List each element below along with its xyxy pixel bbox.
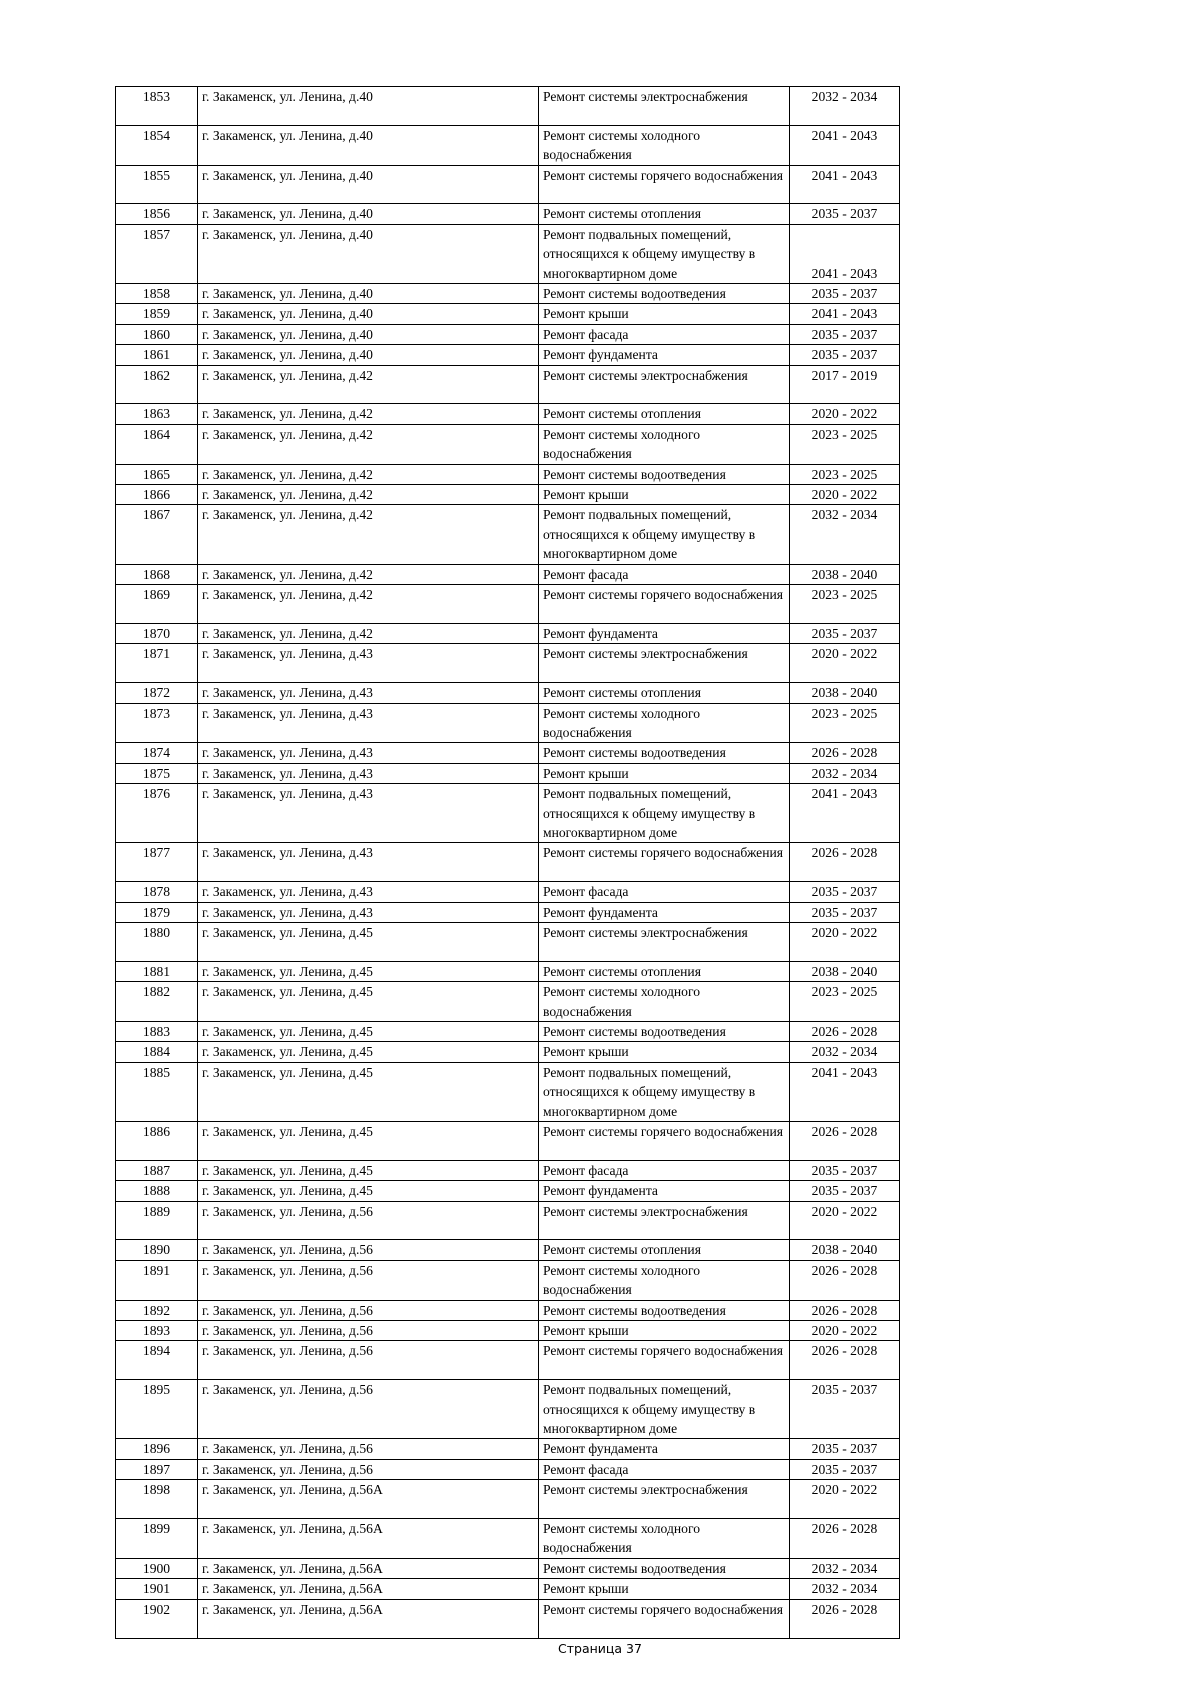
period-cell: 2026 - 2028 <box>790 843 900 882</box>
work-type-cell: Ремонт фундамента <box>539 623 790 643</box>
work-type-cell: Ремонт фасада <box>539 324 790 344</box>
period-cell: 2032 - 2034 <box>790 763 900 783</box>
work-type-cell: Ремонт подвальных помещений, относящихся к общему имуществу в многоквартирном доме <box>539 784 790 843</box>
period-cell: 2032 - 2034 <box>790 1579 900 1599</box>
period-cell: 2026 - 2028 <box>790 1021 900 1041</box>
table-row <box>116 87 900 126</box>
work-type-cell: Ремонт системы холодного водоснабжения <box>539 125 790 165</box>
work-type-cell: Ремонт системы электроснабжения <box>539 365 790 404</box>
period-cell: 2020 - 2022 <box>790 485 900 505</box>
work-type-cell: Ремонт системы отопления <box>539 204 790 224</box>
row-number-cell: 1873 <box>116 703 198 743</box>
row-number-cell: 1899 <box>116 1519 198 1559</box>
table-row <box>116 1160 900 1180</box>
work-type-cell: Ремонт системы электроснабжения <box>539 922 790 961</box>
row-number-cell: 1890 <box>116 1240 198 1260</box>
work-type-cell: Ремонт фасада <box>539 882 790 902</box>
period-cell: 2041 - 2043 <box>790 304 900 324</box>
row-number-cell: 1886 <box>116 1122 198 1161</box>
table-row <box>116 683 900 703</box>
row-number-cell: 1865 <box>116 464 198 484</box>
period-cell: 2023 - 2025 <box>790 703 900 743</box>
row-number-cell: 1859 <box>116 304 198 324</box>
address-cell: г. Закаменск, ул. Ленина, д.42 <box>198 505 539 564</box>
row-number-cell: 1855 <box>116 165 198 204</box>
table-row <box>116 1240 900 1260</box>
address-cell: г. Закаменск, ул. Ленина, д.40 <box>198 224 539 283</box>
address-cell: г. Закаменск, ул. Ленина, д.45 <box>198 1062 539 1121</box>
work-type-cell: Ремонт фасада <box>539 1160 790 1180</box>
address-cell: г. Закаменск, ул. Ленина, д.40 <box>198 345 539 365</box>
row-number-cell: 1880 <box>116 922 198 961</box>
address-cell: г. Закаменск, ул. Ленина, д.40 <box>198 324 539 344</box>
table-row <box>116 1300 900 1320</box>
work-type-cell: Ремонт системы горячего водоснабжения <box>539 843 790 882</box>
table-row <box>116 982 900 1022</box>
period-cell: 2020 - 2022 <box>790 1201 900 1240</box>
work-type-cell: Ремонт системы водоотведения <box>539 1300 790 1320</box>
row-number-cell: 1892 <box>116 1300 198 1320</box>
table-row <box>116 505 900 564</box>
work-type-cell: Ремонт фундамента <box>539 345 790 365</box>
period-cell: 2038 - 2040 <box>790 1240 900 1260</box>
period-cell: 2035 - 2037 <box>790 1380 900 1439</box>
period-cell: 2035 - 2037 <box>790 902 900 922</box>
row-number-cell: 1894 <box>116 1341 198 1380</box>
row-number-cell: 1862 <box>116 365 198 404</box>
work-type-cell: Ремонт системы горячего водоснабжения <box>539 1122 790 1161</box>
work-type-cell: Ремонт системы электроснабжения <box>539 1201 790 1240</box>
period-cell: 2023 - 2025 <box>790 585 900 624</box>
address-cell: г. Закаменск, ул. Ленина, д.45 <box>198 1021 539 1041</box>
address-cell: г. Закаменск, ул. Ленина, д.56А <box>198 1558 539 1578</box>
period-cell: 2026 - 2028 <box>790 1260 900 1300</box>
row-number-cell: 1896 <box>116 1439 198 1459</box>
address-cell: г. Закаменск, ул. Ленина, д.42 <box>198 585 539 624</box>
work-type-cell: Ремонт крыши <box>539 1579 790 1599</box>
period-cell: 2026 - 2028 <box>790 743 900 763</box>
address-cell: г. Закаменск, ул. Ленина, д.42 <box>198 623 539 643</box>
address-cell: г. Закаменск, ул. Ленина, д.43 <box>198 882 539 902</box>
period-cell: 2020 - 2022 <box>790 922 900 961</box>
address-cell: г. Закаменск, ул. Ленина, д.45 <box>198 1181 539 1201</box>
work-type-cell: Ремонт системы горячего водоснабжения <box>539 165 790 204</box>
table-row <box>116 304 900 324</box>
work-type-cell: Ремонт системы холодного водоснабжения <box>539 982 790 1022</box>
work-type-cell: Ремонт системы холодного водоснабжения <box>539 703 790 743</box>
address-cell: г. Закаменск, ул. Ленина, д.45 <box>198 961 539 981</box>
address-cell: г. Закаменск, ул. Ленина, д.43 <box>198 743 539 763</box>
address-cell: г. Закаменск, ул. Ленина, д.56А <box>198 1599 539 1638</box>
table-row <box>116 1380 900 1439</box>
period-cell: 2035 - 2037 <box>790 1181 900 1201</box>
work-type-cell: Ремонт системы электроснабжения <box>539 87 790 126</box>
row-number-cell: 1893 <box>116 1321 198 1341</box>
period-cell: 2020 - 2022 <box>790 1321 900 1341</box>
address-cell: г. Закаменск, ул. Ленина, д.40 <box>198 165 539 204</box>
table-row <box>116 1021 900 1041</box>
address-cell: г. Закаменск, ул. Ленина, д.56 <box>198 1201 539 1240</box>
address-cell: г. Закаменск, ул. Ленина, д.40 <box>198 284 539 304</box>
period-cell: 2041 - 2043 <box>790 784 900 843</box>
address-cell: г. Закаменск, ул. Ленина, д.56 <box>198 1260 539 1300</box>
row-number-cell: 1874 <box>116 743 198 763</box>
row-number-cell: 1883 <box>116 1021 198 1041</box>
period-cell: 2032 - 2034 <box>790 87 900 126</box>
row-number-cell: 1878 <box>116 882 198 902</box>
period-cell: 2041 - 2043 <box>790 1062 900 1121</box>
row-number-cell: 1871 <box>116 644 198 683</box>
period-cell: 2041 - 2043 <box>790 125 900 165</box>
row-number-cell: 1863 <box>116 404 198 424</box>
table-row <box>116 743 900 763</box>
address-cell: г. Закаменск, ул. Ленина, д.40 <box>198 87 539 126</box>
table-row <box>116 585 900 624</box>
period-cell: 2026 - 2028 <box>790 1519 900 1559</box>
work-type-cell: Ремонт системы отопления <box>539 404 790 424</box>
address-cell: г. Закаменск, ул. Ленина, д.43 <box>198 784 539 843</box>
period-cell: 2035 - 2037 <box>790 204 900 224</box>
table-row <box>116 204 900 224</box>
table-row <box>116 1042 900 1062</box>
row-number-cell: 1879 <box>116 902 198 922</box>
row-number-cell: 1858 <box>116 284 198 304</box>
row-number-cell: 1882 <box>116 982 198 1022</box>
period-cell: 2026 - 2028 <box>790 1599 900 1638</box>
table-row <box>116 485 900 505</box>
row-number-cell: 1857 <box>116 224 198 283</box>
address-cell: г. Закаменск, ул. Ленина, д.40 <box>198 304 539 324</box>
period-cell: 2035 - 2037 <box>790 623 900 643</box>
table-row <box>116 125 900 165</box>
work-type-cell: Ремонт подвальных помещений, относящихся к общему имуществу в многоквартирном доме <box>539 224 790 283</box>
period-cell: 2023 - 2025 <box>790 982 900 1022</box>
work-type-cell: Ремонт фундамента <box>539 1439 790 1459</box>
work-type-cell: Ремонт системы холодного водоснабжения <box>539 1260 790 1300</box>
period-cell: 2035 - 2037 <box>790 1439 900 1459</box>
address-cell: г. Закаменск, ул. Ленина, д.42 <box>198 564 539 584</box>
address-cell: г. Закаменск, ул. Ленина, д.56 <box>198 1459 539 1479</box>
row-number-cell: 1885 <box>116 1062 198 1121</box>
address-cell: г. Закаменск, ул. Ленина, д.45 <box>198 982 539 1022</box>
work-type-cell: Ремонт системы отопления <box>539 961 790 981</box>
period-cell: 2026 - 2028 <box>790 1341 900 1380</box>
table-row <box>116 365 900 404</box>
row-number-cell: 1864 <box>116 424 198 464</box>
address-cell: г. Закаменск, ул. Ленина, д.43 <box>198 843 539 882</box>
address-cell: г. Закаменск, ул. Ленина, д.56 <box>198 1341 539 1380</box>
period-cell: 2038 - 2040 <box>790 683 900 703</box>
row-number-cell: 1866 <box>116 485 198 505</box>
period-cell: 2020 - 2022 <box>790 644 900 683</box>
row-number-cell: 1860 <box>116 324 198 344</box>
period-cell: 2023 - 2025 <box>790 464 900 484</box>
table-row <box>116 843 900 882</box>
row-number-cell: 1895 <box>116 1380 198 1439</box>
row-number-cell: 1902 <box>116 1599 198 1638</box>
address-cell: г. Закаменск, ул. Ленина, д.56 <box>198 1439 539 1459</box>
row-number-cell: 1881 <box>116 961 198 981</box>
table-row <box>116 922 900 961</box>
work-type-cell: Ремонт фасада <box>539 1459 790 1479</box>
period-cell: 2035 - 2037 <box>790 882 900 902</box>
work-type-cell: Ремонт фасада <box>539 564 790 584</box>
work-type-cell: Ремонт системы горячего водоснабжения <box>539 585 790 624</box>
address-cell: г. Закаменск, ул. Ленина, д.45 <box>198 1160 539 1180</box>
row-number-cell: 1875 <box>116 763 198 783</box>
address-cell: г. Закаменск, ул. Ленина, д.56А <box>198 1579 539 1599</box>
row-number-cell: 1889 <box>116 1201 198 1240</box>
row-number-cell: 1900 <box>116 1558 198 1578</box>
period-cell: 2041 - 2043 <box>790 224 900 283</box>
table-row <box>116 424 900 464</box>
row-number-cell: 1870 <box>116 623 198 643</box>
table-row <box>116 763 900 783</box>
address-cell: г. Закаменск, ул. Ленина, д.40 <box>198 204 539 224</box>
row-number-cell: 1872 <box>116 683 198 703</box>
table-row <box>116 1439 900 1459</box>
work-type-cell: Ремонт системы водоотведения <box>539 1558 790 1578</box>
period-cell: 2026 - 2028 <box>790 1122 900 1161</box>
table-row <box>116 1321 900 1341</box>
period-cell: 2038 - 2040 <box>790 564 900 584</box>
table-row <box>116 784 900 843</box>
row-number-cell: 1867 <box>116 505 198 564</box>
address-cell: г. Закаменск, ул. Ленина, д.56А <box>198 1519 539 1559</box>
row-number-cell: 1869 <box>116 585 198 624</box>
row-number-cell: 1891 <box>116 1260 198 1300</box>
address-cell: г. Закаменск, ул. Ленина, д.45 <box>198 1122 539 1161</box>
table-row <box>116 1519 900 1559</box>
address-cell: г. Закаменск, ул. Ленина, д.42 <box>198 404 539 424</box>
work-type-cell: Ремонт системы холодного водоснабжения <box>539 424 790 464</box>
period-cell: 2035 - 2037 <box>790 324 900 344</box>
period-cell: 2023 - 2025 <box>790 424 900 464</box>
work-type-cell: Ремонт подвальных помещений, относящихся к общему имуществу в многоквартирном доме <box>539 1380 790 1439</box>
address-cell: г. Закаменск, ул. Ленина, д.43 <box>198 644 539 683</box>
address-cell: г. Закаменск, ул. Ленина, д.56А <box>198 1480 539 1519</box>
address-cell: г. Закаменск, ул. Ленина, д.45 <box>198 1042 539 1062</box>
row-number-cell: 1898 <box>116 1480 198 1519</box>
work-type-cell: Ремонт системы горячего водоснабжения <box>539 1599 790 1638</box>
address-cell: г. Закаменск, ул. Ленина, д.42 <box>198 365 539 404</box>
work-type-cell: Ремонт системы водоотведения <box>539 464 790 484</box>
row-number-cell: 1861 <box>116 345 198 365</box>
work-type-cell: Ремонт системы отопления <box>539 1240 790 1260</box>
period-cell: 2020 - 2022 <box>790 404 900 424</box>
address-cell: г. Закаменск, ул. Ленина, д.56 <box>198 1380 539 1439</box>
work-type-cell: Ремонт системы водоотведения <box>539 743 790 763</box>
table-row <box>116 324 900 344</box>
table-row <box>116 1599 900 1638</box>
work-type-cell: Ремонт системы электроснабжения <box>539 1480 790 1519</box>
table-row <box>116 623 900 643</box>
row-number-cell: 1901 <box>116 1579 198 1599</box>
table-row <box>116 1062 900 1121</box>
period-cell: 2017 - 2019 <box>790 365 900 404</box>
table-row <box>116 1201 900 1240</box>
address-cell: г. Закаменск, ул. Ленина, д.42 <box>198 464 539 484</box>
table-row <box>116 703 900 743</box>
period-cell: 2020 - 2022 <box>790 1480 900 1519</box>
table-row <box>116 1122 900 1161</box>
table-row <box>116 1579 900 1599</box>
period-cell: 2035 - 2037 <box>790 1160 900 1180</box>
address-cell: г. Закаменск, ул. Ленина, д.40 <box>198 125 539 165</box>
row-number-cell: 1854 <box>116 125 198 165</box>
work-type-cell: Ремонт системы отопления <box>539 683 790 703</box>
table-row <box>116 1459 900 1479</box>
table-row <box>116 644 900 683</box>
table-row <box>116 882 900 902</box>
row-number-cell: 1853 <box>116 87 198 126</box>
work-type-cell: Ремонт крыши <box>539 1042 790 1062</box>
row-number-cell: 1856 <box>116 204 198 224</box>
table-row <box>116 1480 900 1519</box>
period-cell: 2035 - 2037 <box>790 284 900 304</box>
address-cell: г. Закаменск, ул. Ленина, д.43 <box>198 902 539 922</box>
address-cell: г. Закаменск, ул. Ленина, д.43 <box>198 763 539 783</box>
period-cell: 2035 - 2037 <box>790 345 900 365</box>
period-cell: 2032 - 2034 <box>790 1042 900 1062</box>
address-cell: г. Закаменск, ул. Ленина, д.43 <box>198 683 539 703</box>
table-row <box>116 564 900 584</box>
row-number-cell: 1868 <box>116 564 198 584</box>
work-type-cell: Ремонт крыши <box>539 1321 790 1341</box>
period-cell: 2032 - 2034 <box>790 1558 900 1578</box>
period-cell: 2038 - 2040 <box>790 961 900 981</box>
table-row <box>116 165 900 204</box>
row-number-cell: 1884 <box>116 1042 198 1062</box>
work-type-cell: Ремонт фундамента <box>539 1181 790 1201</box>
row-number-cell: 1877 <box>116 843 198 882</box>
repair-schedule-table <box>115 86 900 1639</box>
table-row <box>116 902 900 922</box>
period-cell: 2035 - 2037 <box>790 1459 900 1479</box>
row-number-cell: 1888 <box>116 1181 198 1201</box>
work-type-cell: Ремонт крыши <box>539 304 790 324</box>
period-cell: 2041 - 2043 <box>790 165 900 204</box>
row-number-cell: 1887 <box>116 1160 198 1180</box>
work-type-cell: Ремонт системы электроснабжения <box>539 644 790 683</box>
address-cell: г. Закаменск, ул. Ленина, д.56 <box>198 1240 539 1260</box>
table-row <box>116 1341 900 1380</box>
work-type-cell: Ремонт системы водоотведения <box>539 1021 790 1041</box>
table-row <box>116 404 900 424</box>
work-type-cell: Ремонт системы горячего водоснабжения <box>539 1341 790 1380</box>
table-row <box>116 1260 900 1300</box>
page-number: Страница 37 <box>558 1641 642 1656</box>
table-row <box>116 1558 900 1578</box>
table-row <box>116 1181 900 1201</box>
table-row <box>116 961 900 981</box>
period-cell: 2032 - 2034 <box>790 505 900 564</box>
work-type-cell: Ремонт подвальных помещений, относящихся к общему имуществу в многоквартирном доме <box>539 505 790 564</box>
address-cell: г. Закаменск, ул. Ленина, д.56 <box>198 1300 539 1320</box>
period-cell: 2026 - 2028 <box>790 1300 900 1320</box>
table-row <box>116 224 900 283</box>
table-row <box>116 345 900 365</box>
work-type-cell: Ремонт системы холодного водоснабжения <box>539 1519 790 1559</box>
work-type-cell: Ремонт крыши <box>539 763 790 783</box>
row-number-cell: 1876 <box>116 784 198 843</box>
row-number-cell: 1897 <box>116 1459 198 1479</box>
address-cell: г. Закаменск, ул. Ленина, д.43 <box>198 703 539 743</box>
work-type-cell: Ремонт крыши <box>539 485 790 505</box>
table-row <box>116 284 900 304</box>
address-cell: г. Закаменск, ул. Ленина, д.42 <box>198 424 539 464</box>
address-cell: г. Закаменск, ул. Ленина, д.56 <box>198 1321 539 1341</box>
table-row <box>116 464 900 484</box>
address-cell: г. Закаменск, ул. Ленина, д.42 <box>198 485 539 505</box>
work-type-cell: Ремонт фундамента <box>539 902 790 922</box>
table-body <box>116 87 900 1639</box>
work-type-cell: Ремонт подвальных помещений, относящихся к общему имуществу в многоквартирном доме <box>539 1062 790 1121</box>
address-cell: г. Закаменск, ул. Ленина, д.45 <box>198 922 539 961</box>
work-type-cell: Ремонт системы водоотведения <box>539 284 790 304</box>
